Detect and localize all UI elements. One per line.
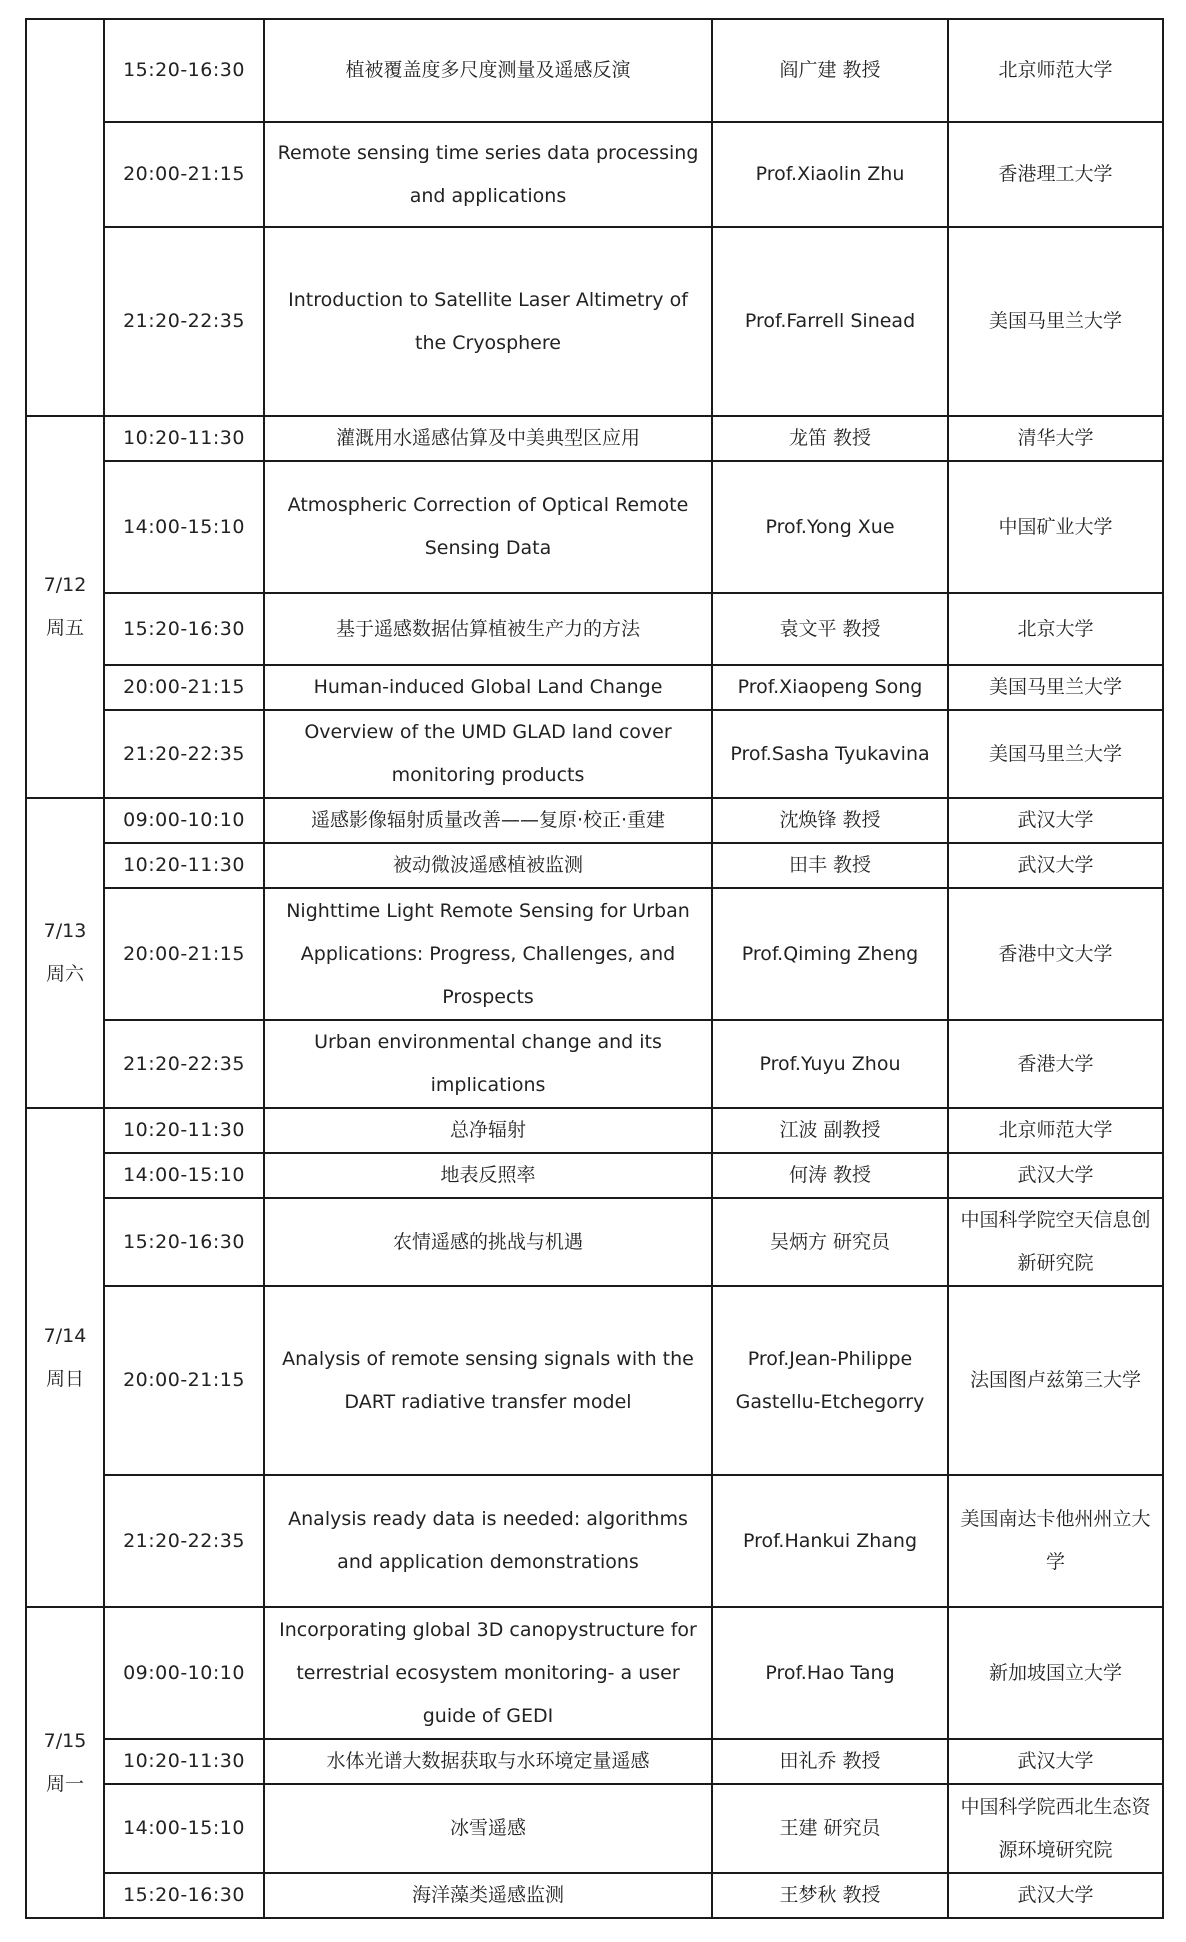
session-speaker: Prof.Jean-Philippe Gastellu-Etchegorry	[712, 1286, 948, 1475]
session-time: 20:00-21:15	[104, 1286, 264, 1475]
schedule-row	[26, 798, 1163, 843]
session-time: 10:20-11:30	[104, 1108, 264, 1153]
session-affiliation: 中国矿业大学	[948, 461, 1163, 593]
session-speaker: 吴炳方 研究员	[712, 1198, 948, 1286]
schedule-row	[26, 1286, 1163, 1475]
session-time: 15:20-16:30	[104, 593, 264, 665]
session-title: 农情遥感的挑战与机遇	[264, 1198, 712, 1286]
session-time: 15:20-16:30	[104, 1873, 264, 1918]
session-affiliation: 香港大学	[948, 1020, 1163, 1108]
day-cell	[26, 1108, 104, 1607]
session-speaker: Prof.Hao Tang	[712, 1607, 948, 1739]
day-weekday: 周一	[45, 1772, 84, 1795]
schedule-row	[26, 1198, 1163, 1286]
day-cell	[26, 19, 104, 416]
session-affiliation: 法国图卢兹第三大学	[948, 1286, 1163, 1475]
session-title: 被动微波遥感植被监测	[264, 843, 712, 888]
schedule-row	[26, 1739, 1163, 1784]
schedule-row	[26, 19, 1163, 122]
session-speaker: 何涛 教授	[712, 1153, 948, 1198]
session-time: 09:00-10:10	[104, 798, 264, 843]
session-time: 10:20-11:30	[104, 843, 264, 888]
session-time: 14:00-15:10	[104, 461, 264, 593]
schedule-row	[26, 416, 1163, 461]
schedule-body	[26, 19, 1163, 1918]
session-affiliation: 清华大学	[948, 416, 1163, 461]
session-title: Remote sensing time series data processing and applications	[264, 122, 712, 227]
session-speaker: 王建 研究员	[712, 1784, 948, 1873]
session-affiliation: 北京师范大学	[948, 1108, 1163, 1153]
schedule-row	[26, 1020, 1163, 1108]
session-affiliation: 武汉大学	[948, 1739, 1163, 1784]
session-speaker: Prof.Xiaolin Zhu	[712, 122, 948, 227]
session-affiliation: 武汉大学	[948, 1153, 1163, 1198]
day-date: 7/14	[43, 1324, 87, 1347]
session-time: 21:20-22:35	[104, 1475, 264, 1607]
session-time: 21:20-22:35	[104, 1020, 264, 1108]
session-speaker: Prof.Hankui Zhang	[712, 1475, 948, 1607]
session-speaker: 龙笛 教授	[712, 416, 948, 461]
day-cell	[26, 1607, 104, 1918]
day-cell	[26, 798, 104, 1108]
session-affiliation: 香港中文大学	[948, 888, 1163, 1020]
session-title: 海洋藻类遥感监测	[264, 1873, 712, 1918]
session-speaker: 袁文平 教授	[712, 593, 948, 665]
session-speaker: 王梦秋 教授	[712, 1873, 948, 1918]
session-time: 14:00-15:10	[104, 1153, 264, 1198]
session-speaker: 田礼乔 教授	[712, 1739, 948, 1784]
session-speaker: 田丰 教授	[712, 843, 948, 888]
session-affiliation: 美国南达卡他州州立大学	[948, 1475, 1163, 1607]
day-cell	[26, 416, 104, 798]
session-title: 地表反照率	[264, 1153, 712, 1198]
schedule-row	[26, 1108, 1163, 1153]
session-speaker: Prof.Qiming Zheng	[712, 888, 948, 1020]
session-speaker: 沈焕锋 教授	[712, 798, 948, 843]
day-weekday: 周五	[45, 617, 84, 639]
session-affiliation: 香港理工大学	[948, 122, 1163, 227]
day-weekday: 周日	[45, 1367, 84, 1390]
session-title: 总净辐射	[264, 1108, 712, 1153]
session-title: 冰雪遥感	[264, 1784, 712, 1873]
session-title: Nighttime Light Remote Sensing for Urban Applications: Progress, Challenges, and Prospects	[264, 888, 712, 1020]
session-time: 20:00-21:15	[104, 665, 264, 710]
session-title: 遥感影像辐射质量改善——复原·校正·重建	[264, 798, 712, 843]
session-affiliation: 武汉大学	[948, 843, 1163, 888]
schedule-row	[26, 1475, 1163, 1607]
schedule-table	[25, 18, 1164, 1919]
session-speaker: Prof.Farrell Sinead	[712, 227, 948, 416]
session-time: 21:20-22:35	[104, 227, 264, 416]
session-speaker: Prof.Xiaopeng Song	[712, 665, 948, 710]
day-date: 7/13	[43, 920, 87, 942]
schedule-row	[26, 122, 1163, 227]
session-title: 植被覆盖度多尺度测量及遥感反演	[264, 19, 712, 122]
schedule-row	[26, 888, 1163, 1020]
session-affiliation: 美国马里兰大学	[948, 665, 1163, 710]
session-title: 灌溉用水遥感估算及中美典型区应用	[264, 416, 712, 461]
session-title: Incorporating global 3D canopystructure for terrestrial ecosystem monitoring- a user guide of GEDI	[264, 1607, 712, 1739]
day-weekday: 周六	[45, 963, 84, 985]
session-speaker: Prof.Yuyu Zhou	[712, 1020, 948, 1108]
schedule-row	[26, 710, 1163, 798]
session-title: 基于遥感数据估算植被生产力的方法	[264, 593, 712, 665]
session-time: 20:00-21:15	[104, 888, 264, 1020]
schedule-row	[26, 1873, 1163, 1918]
schedule-row	[26, 1153, 1163, 1198]
session-time: 09:00-10:10	[104, 1607, 264, 1739]
schedule-row	[26, 843, 1163, 888]
session-time: 15:20-16:30	[104, 19, 264, 122]
schedule-row	[26, 1784, 1163, 1873]
session-speaker: 阎广建 教授	[712, 19, 948, 122]
schedule-row	[26, 665, 1163, 710]
session-affiliation: 武汉大学	[948, 798, 1163, 843]
session-title: 水体光谱大数据获取与水环境定量遥感	[264, 1739, 712, 1784]
day-date: 7/12	[43, 574, 87, 596]
session-time: 21:20-22:35	[104, 710, 264, 798]
session-time: 10:20-11:30	[104, 416, 264, 461]
session-affiliation: 美国马里兰大学	[948, 227, 1163, 416]
session-affiliation: 武汉大学	[948, 1873, 1163, 1918]
session-speaker: Prof.Yong Xue	[712, 461, 948, 593]
session-time: 14:00-15:10	[104, 1784, 264, 1873]
session-speaker: Prof.Sasha Tyukavina	[712, 710, 948, 798]
session-speaker: 江波 副教授	[712, 1108, 948, 1153]
schedule-row	[26, 227, 1163, 416]
schedule-row	[26, 593, 1163, 665]
session-title: Introduction to Satellite Laser Altimetry of the Cryosphere	[264, 227, 712, 416]
session-title: Analysis ready data is needed: algorithms and application demonstrations	[264, 1475, 712, 1607]
session-affiliation: 美国马里兰大学	[948, 710, 1163, 798]
session-title: Overview of the UMD GLAD land cover monitoring products	[264, 710, 712, 798]
session-title: Urban environmental change and its implications	[264, 1020, 712, 1108]
session-time: 15:20-16:30	[104, 1198, 264, 1286]
schedule-row	[26, 461, 1163, 593]
session-affiliation: 中国科学院空天信息创新研究院	[948, 1198, 1163, 1286]
session-time: 10:20-11:30	[104, 1739, 264, 1784]
session-affiliation: 新加坡国立大学	[948, 1607, 1163, 1739]
session-time: 20:00-21:15	[104, 122, 264, 227]
session-title: Human-induced Global Land Change	[264, 665, 712, 710]
session-affiliation: 中国科学院西北生态资源环境研究院	[948, 1784, 1163, 1873]
session-affiliation: 北京大学	[948, 593, 1163, 665]
schedule-row	[26, 1607, 1163, 1739]
session-title: Analysis of remote sensing signals with the DART radiative transfer model	[264, 1286, 712, 1475]
session-affiliation: 北京师范大学	[948, 19, 1163, 122]
day-date: 7/15	[43, 1729, 87, 1752]
session-title: Atmospheric Correction of Optical Remote Sensing Data	[264, 461, 712, 593]
